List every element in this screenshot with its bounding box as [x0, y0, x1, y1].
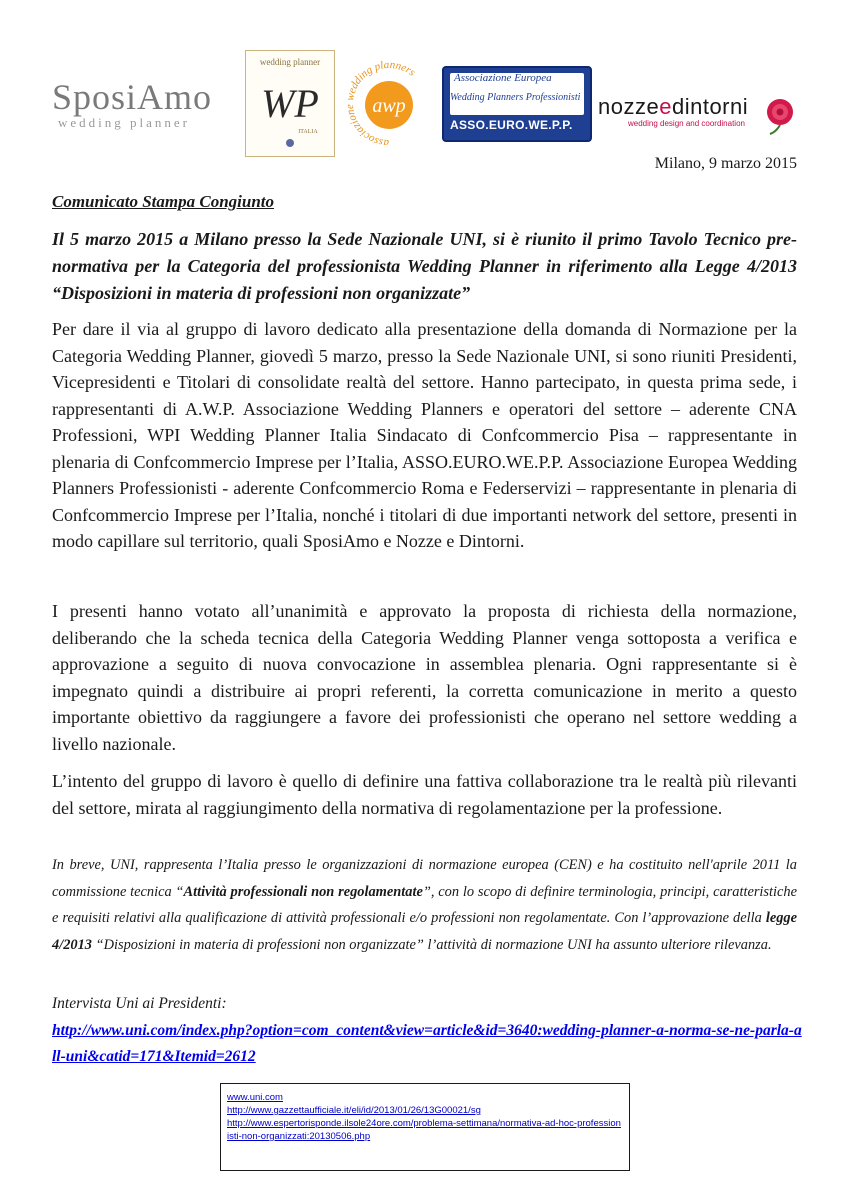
awp-logo-ring-text: associazio edding planners	[347, 60, 418, 150]
nozze-logo-name-b: e	[659, 94, 672, 119]
wpi-logo-mark: WP	[261, 81, 319, 126]
uni-note-bold1: Attività professionali non regolamentate	[183, 883, 423, 900]
uni-note-part1: In breve, UNI, rappresenta l’Italia presso le organizzazioni di normazione europea (CEN) e ha costituito nell'aprile 2011 la commissione tecnica “	[52, 857, 797, 900]
uni-note-part3: “Disposizioni in materia di professioni non organizzate” l’attività di normazione UNI ha assunto ulteriore rilevanza.	[91, 936, 772, 953]
awp-logo-mark: awp	[372, 95, 406, 117]
body-paragraph-1: Per dare il via al gruppo di lavoro dedicato alla presentazione della domanda di Normazione per la Categoria Wedding Planner, giovedì 5 marzo, presso la Sede Nazionale UNI, si sono riuniti Presidenti, Vicepresidenti e Titolari di consolidate realtà del settore. Hanno partecipato, in questa prima sede, i rappresentanti di A.W.P. Associazione Wedding Planners e operatori del settore – aderente CNA Professioni, WPI Wedding Planner Italia Sindacato di Confcommercio Pisa – rappresentante in plenaria di Confcommercio Imprese per l’Italia, ASSO.EURO.WE.P.P. Associazione Europea Wedding Planners Professionisti - aderente Confcommercio Roma e Federservizi – rappresentante in plenaria di Confcommercio Imprese per l’Italia, nonché i titolari di due importanti network del settore, presenti in modo capillare sul territorio, quali SposiAmo e Nozze e Dintorni.	[52, 319, 797, 551]
awp-logo-graphic	[347, 60, 432, 150]
uni-note-bold2: legge 4/2013	[52, 910, 797, 953]
nozze-logo-name-c: dintorni	[671, 94, 749, 119]
wpi-logo-country: ITALIA	[298, 129, 318, 135]
interview-link[interactable]: http://www.uni.com/index.php?option=com_content&view=article&id=3640:wedding-planner-a-norma-se-ne-parla-all-uni&catid=171&Itemid=2612	[52, 1022, 802, 1065]
interview-label: Intervista Uni ai Presidenti:	[52, 995, 227, 1012]
wpi-logo-graphic	[246, 51, 334, 156]
reference-link-2[interactable]: http://www.gazzettaufficiale.it/eli/id/2013/01/26/13G00021/sg	[227, 1105, 481, 1116]
reference-link-1[interactable]: www.uni.com	[227, 1092, 283, 1103]
references-box	[220, 1083, 630, 1171]
document-date: Milano, 9 marzo 2015	[654, 155, 797, 172]
asso-logo-line2: Wedding Planners Professionisti	[450, 92, 581, 103]
asso-logo-line1: Associazione Europea	[454, 72, 552, 84]
sposiamo-logo-name: SposiAmo	[52, 77, 213, 117]
body-paragraph-3: L’intento del gruppo di lavoro è quello di definire una fattiva collaborazione tra le realtà più rilevanti del settore, mirata al raggiungimento della normativa di regolamentazione per la professione.	[52, 771, 797, 818]
nozze-logo-tagline: wedding design and coordination	[628, 119, 745, 128]
wpi-logo	[245, 50, 335, 157]
asso-logo-line3: ASSO.EURO.WE.P.P.	[450, 118, 573, 132]
wpi-logo-title: wedding planner	[259, 57, 321, 67]
sposiamo-logo-sub: wedding planner	[58, 115, 191, 130]
uni-note	[52, 852, 797, 958]
sposiamo-logo	[52, 78, 227, 128]
asso-euro-wepp-logo	[442, 66, 592, 142]
awp-logo	[347, 60, 432, 150]
lead-paragraph: Il 5 marzo 2015 a Milano presso la Sede Nazionale UNI, si è riunito il primo Tavolo Tecnico pre-normativa per la Categoria del professionista Wedding Planner in riferimento alla Legge 4/2013 “Disposizioni in materia di professioni non organizzate”	[52, 229, 797, 303]
nozze-logo-name-a: nozze	[598, 94, 660, 119]
document-heading: Comunicato Stampa Congiunto	[52, 192, 275, 211]
body-paragraph-2: I presenti hanno votato all’unanimità e approvato la proposta di richiesta della normazione, deliberando che la scheda tecnica della Categoria Wedding Planner venga sottoposta a verifica e approvazione a seguito di nuova convocazione in assemblea plenaria. Ogni rappresentante si è impegnato quindi a distribuire ai propri referenti, la corretta comunicazione in merito a questo importante obiettivo da raggiungere a favore dei professionisti che operano nel settore wedding a livello nazionale.	[52, 601, 797, 754]
rose-icon	[762, 96, 798, 136]
wpi-seal-icon	[286, 139, 294, 147]
uni-note-part2: ”, con lo scopo di definire terminologia, principi, caratteristiche e requisiti relativi alla qualificazione di attività professionali e/o professioni non regolamentate. Con l’approvazione della	[52, 883, 797, 926]
logo-bar	[0, 0, 848, 150]
reference-link-3[interactable]: http://www.espertorisponde.ilsole24ore.com/problema-settimana/normativa-ad-hoc-professionisti-non-organizzati:20130506.php	[227, 1118, 621, 1142]
